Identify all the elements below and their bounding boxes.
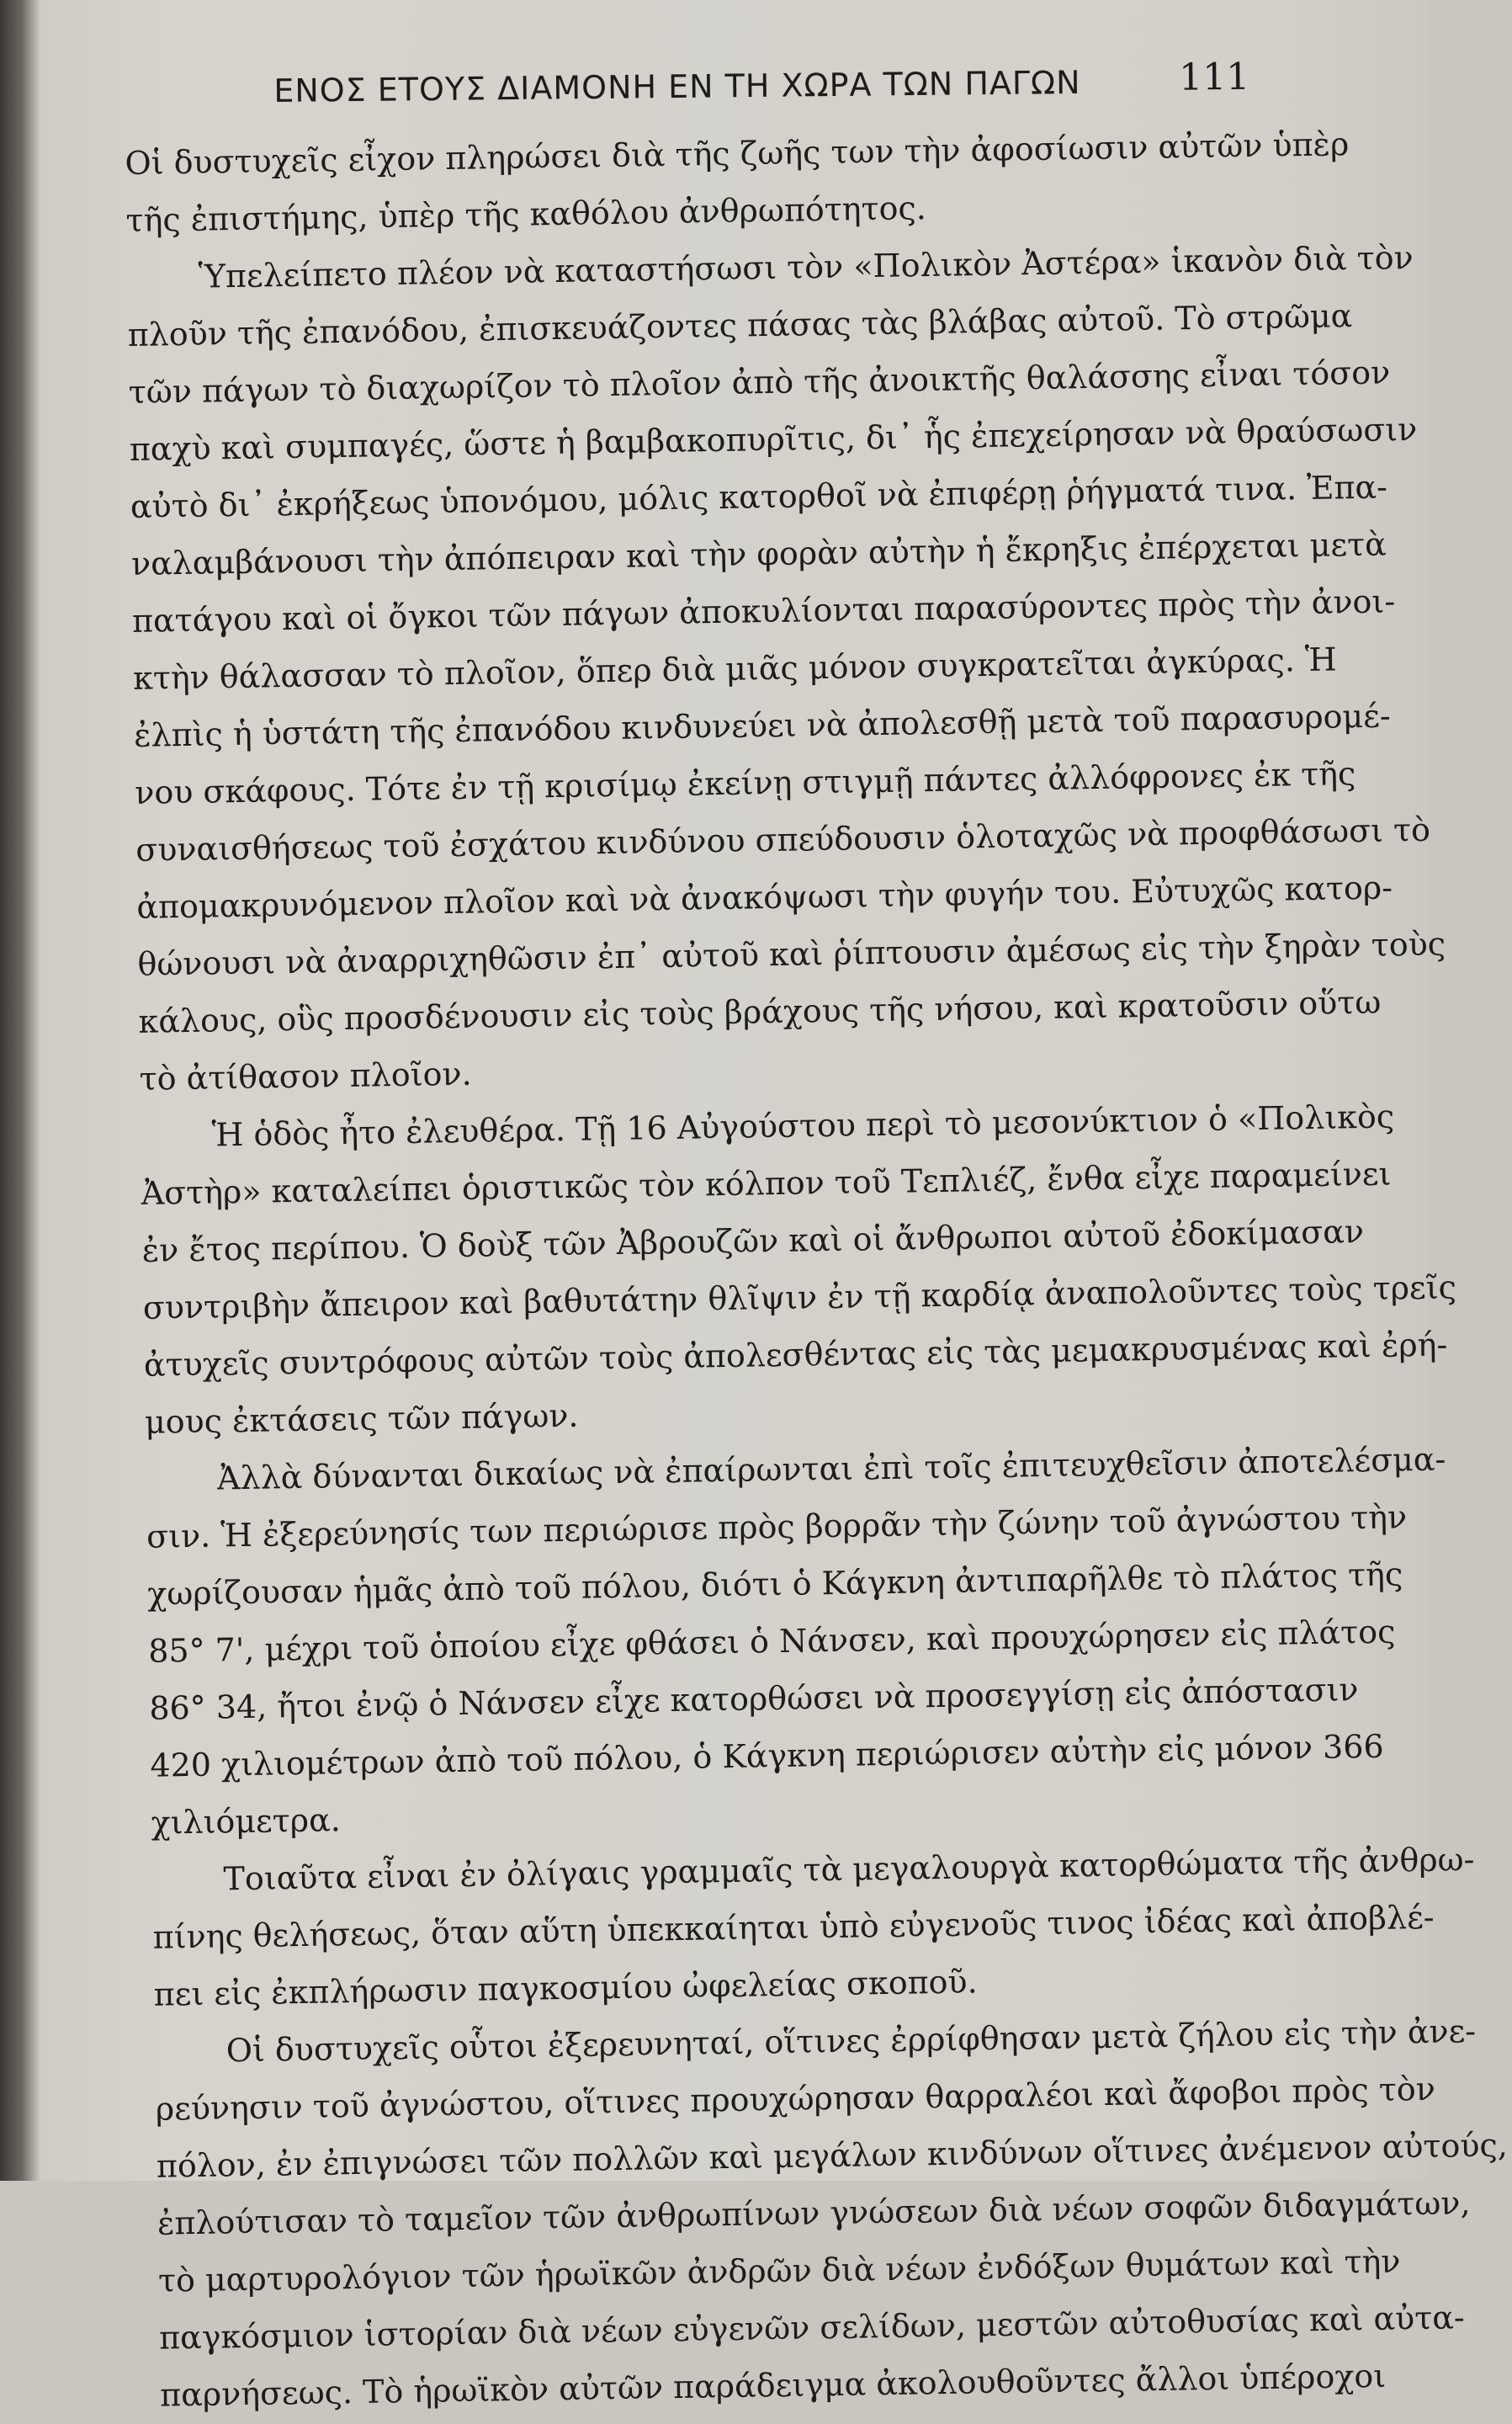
text-line: μους ἐκτάσεις τῶν πάγων. (144, 1396, 579, 1441)
text-line: Ἀστὴρ» καταλείπει ὁριστικῶς τὸν κόλπον τοῦ Τεπλιέζ, ἔνθα εἶχε παραμείνει (141, 1155, 1392, 1212)
text-line: παγκόσμιον ἱστορίαν διὰ νέων εὐγενῶν σελίδων, μεστῶν αὐτοθυσίας καὶ αὐτα- (158, 2299, 1466, 2357)
text-line: χιλιόμετρα. (151, 1801, 342, 1842)
text-line: συναισθήσεως τοῦ ἐσχάτου κινδύνου σπεύδουσιν ὁλοταχῶς νὰ προφθάσωσι τὸ (135, 811, 1431, 869)
text-line: κτὴν θάλασσαν τὸ πλοῖον, ὅπερ διὰ μιᾶς μόνον συγκρατεῖται ἀγκύρας. Ἡ (132, 641, 1337, 697)
text-line: συντριβὴν ἄπειρον καὶ βαθυτάτην θλῖψιν ἐν τῇ καρδίᾳ ἀναπολοῦντες τοὺς τρεῖς (142, 1268, 1457, 1326)
body-text (125, 117, 1509, 2423)
text-line: ἀτυχεῖς συντρόφους αὐτῶν τοὺς ἀπολεσθέντας εἰς τὰς μεμακρυσμένας καὶ ἐρή- (143, 1326, 1448, 1384)
text-line: Ἀλλὰ δύνανται δικαίως νὰ ἐπαίρωνται ἐπὶ τοῖς ἐπιτευχθεῖσιν ἀποτελέσμα- (216, 1440, 1446, 1497)
text-line: χωρίζουσαν ἡμᾶς ἀπὸ τοῦ πόλου, διότι ὁ Κάγκνη ἀντιπαρῆλθε τὸ πλάτος τῆς (146, 1555, 1403, 1613)
text-line: 86° 34, ἤτοι ἐνῷ ὁ Νάνσεν εἶχε κατορθώσει νὰ προσεγγίσῃ εἰς ἀπόστασιν (149, 1671, 1359, 1727)
page-number: 111 (1178, 55, 1250, 99)
text-line: θώνουσι νὰ ἀναρριχηθῶσιν ἐπ᾽ αὐτοῦ καὶ ῥίπτουσιν ἀμέσως εἰς τὴν ξηρὰν τοὺς (137, 925, 1446, 983)
text-line: πλοῦν τῆς ἐπανόδου, ἐπισκευάζοντες πάσας τὰς βλάβας αὐτοῦ. Τὸ στρῶμα (127, 297, 1353, 354)
text-line: παχὺ καὶ συμπαγές, ὥστε ἡ βαμβακοπυρῖτις, δι᾽ ἧς ἐπεχείρησαν νὰ θραύσωσιν (129, 410, 1418, 468)
text-line: τῶν πάγων τὸ διαχωρίζον τὸ πλοῖον ἀπὸ τῆς ἀνοικτῆς θαλάσσης εἶναι τόσον (128, 354, 1391, 411)
text-line: κάλους, οὓς προσδένουσιν εἰς τοὺς βράχους τῆς νήσου, καὶ κρατοῦσιν οὕτω (138, 983, 1382, 1040)
text-line: Ὑπελείπετο πλέον νὰ καταστήσωσι τὸν «Πολικὸν Ἀστέρα» ἱκανὸν διὰ τὸν (198, 238, 1414, 295)
text-line: ἐν ἔτος περίπου. Ὁ δοὺξ τῶν Ἀβρουζῶν καὶ οἱ ἄνθρωποι αὐτοῦ ἐδοκίμασαν (141, 1213, 1365, 1269)
text-line: τῆς ἐπιστήμης, ὑπὲρ τῆς καθόλου ἀνθρωπότητος. (125, 189, 927, 239)
text-line: 85° 7', μέχρι τοῦ ὁποίου εἶχε φθάσει ὁ Νάνσεν, καὶ προυχώρησεν εἰς πλάτος (147, 1613, 1396, 1670)
text-line: πατάγου καὶ οἱ ὄγκοι τῶν πάγων ἀποκυλίονται παρασύροντες πρὸς τὴν ἀνοι- (131, 582, 1396, 640)
text-line: τὸ μαρτυρολόγιον τῶν ἡρωϊκῶν ἀνδρῶν διὰ νέων ἐνδόξων θυμάτων καὶ τὴν (157, 2242, 1401, 2299)
running-head: ΕΝΟΣ ΕΤΟΥΣ ΔΙΑΜΟΝΗ ΕΝ ΤΗ ΧΩΡΑ ΤΩΝ ΠΑΓΩΝ (273, 63, 1081, 109)
text-line: ναλαμβάνουσι τὴν ἀπόπειραν καὶ τὴν φορὰν αὐτὴν ἡ ἔκρηξις ἐπέρχεται μετὰ (130, 525, 1387, 582)
text-line: Οἱ δυστυχεῖς οὗτοι ἐξερευνηταί, οἵτινες ἐρρίφθησαν μετὰ ζήλου εἰς τὴν ἀνε- (225, 2012, 1477, 2070)
text-line: ἐπλούτισαν τὸ ταμεῖον τῶν ἀνθρωπίνων γνώσεων διὰ νέων σοφῶν διδαγμάτων, (157, 2184, 1471, 2242)
text-line: Ἡ ὁδὸς ἦτο ἐλευθέρα. Τῇ 16 Αὐγούστου περὶ τὸ μεσονύκτιον ὁ «Πολικὸς (211, 1098, 1395, 1154)
text-line: Τοιαῦτα εἶναι ἐν ὀλίγαις γραμμαῖς τὰ μεγαλουργὰ κατορθώματα τῆς ἀνθρω- (223, 1841, 1475, 1898)
text-line: πίνης θελήσεως, ὅταν αὕτη ὑπεκκαίηται ὑπὸ εὐγενοῦς τινος ἰδέας καὶ ἀποβλέ- (152, 1898, 1435, 1956)
text-line: ἀπομακρυνόμενον πλοῖον καὶ νὰ ἀνακόψωσι τὴν φυγήν του. Εὐτυχῶς κατορ- (136, 869, 1393, 926)
text-line: σιν. Ἡ ἐξερεύνησίς των περιώρισε πρὸς βορρᾶν τὴν ζώνην τοῦ ἀγνώστου τὴν (146, 1498, 1408, 1555)
text-line: τὸ ἀτίθασον πλοῖον. (139, 1055, 472, 1098)
text-line: πόλον, ἐν ἐπιγνώσει τῶν πολλῶν καὶ μεγάλων κινδύνων οἵτινες ἀνέμενον αὐτούς, (156, 2126, 1509, 2185)
text-line: αὐτὸ δι᾽ ἐκρήξεως ὑπονόμου, μόλις κατορθοῖ νὰ ἐπιφέρῃ ῥήγματά τινα. Ἐπα- (130, 468, 1388, 525)
text-line: ρεύνησιν τοῦ ἀγνώστου, οἵτινες προυχώρησαν θαρραλέοι καὶ ἄφοβοι πρὸς τὸν (155, 2070, 1436, 2128)
text-line: πει εἰς ἐκπλήρωσιν παγκοσμίου ὠφελείας σκοποῦ. (153, 1963, 978, 2013)
text-line: παρνήσεως. Τὸ ἡρωϊκὸν αὐτῶν παράδειγμα ἀκολουθοῦντες ἄλλοι ὑπέροχοι (159, 2357, 1387, 2414)
text-line: Οἱ δυστυχεῖς εἶχον πληρώσει διὰ τῆς ζωῆς των τὴν ἀφοσίωσιν αὐτῶν ὑπὲρ (125, 125, 1350, 182)
text-line: 420 χιλιομέτρων ἀπὸ τοῦ πόλου, ὁ Κάγκνη περιώρισεν αὐτὴν εἰς μόνον 366 (150, 1727, 1384, 1784)
text-line: ἐλπὶς ἡ ὑστάτη τῆς ἐπανόδου κινδυνεύει νὰ ἀπολεσθῇ μετὰ τοῦ παρασυρομέ- (133, 697, 1392, 754)
page-header (273, 56, 1250, 125)
text-line: νου σκάφους. Τότε ἐν τῇ κρισίμῳ ἐκείνῃ στιγμῇ πάντες ἀλλόφρονες ἐκ τῆς (134, 755, 1356, 811)
